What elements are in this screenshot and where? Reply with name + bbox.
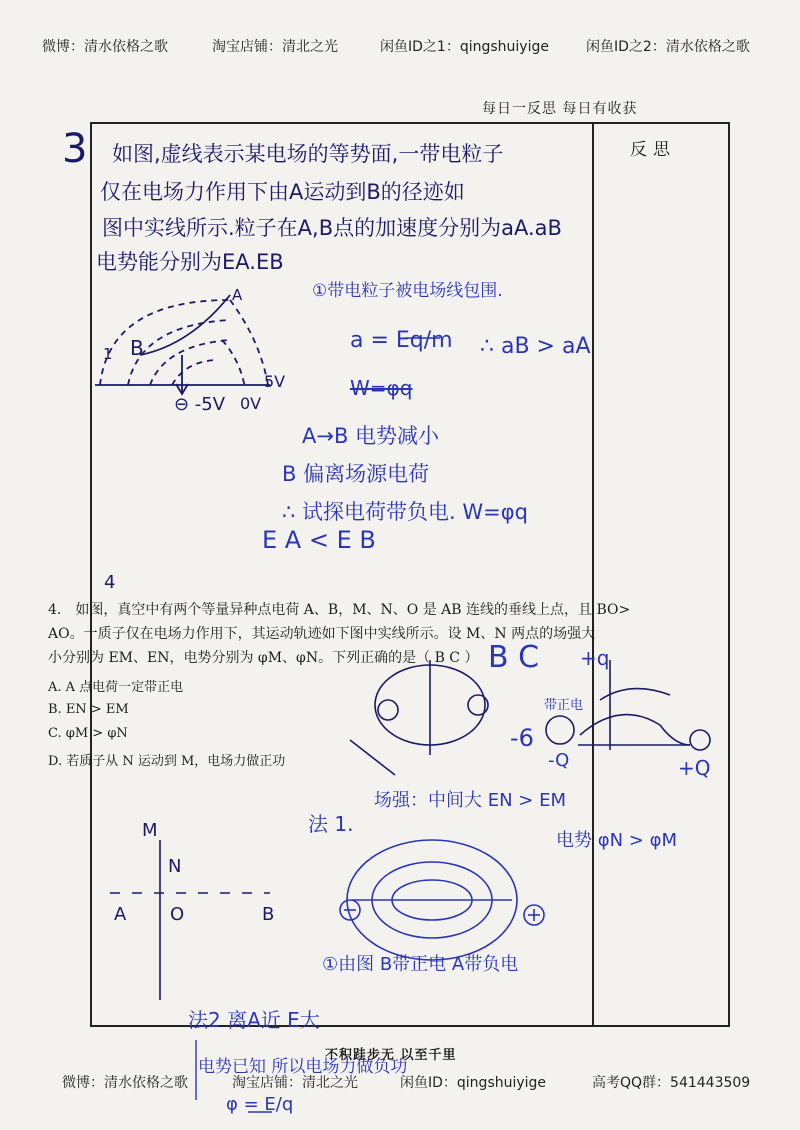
header-xianyu2: 闲鱼ID之2：清水依格之歌 <box>586 39 750 55</box>
footer-qq: 高考QQ群：541443509 <box>592 1075 751 1091</box>
bottom-motto: 不积跬步无 以至千里 <box>325 1048 457 1063</box>
q4-side-note: 带正电 <box>544 698 584 713</box>
q3-trajectory <box>140 295 230 355</box>
footer-xianyu: 闲鱼ID：qingshuiyige <box>400 1075 547 1091</box>
q3-note-5: A→B 电势减小 <box>302 424 440 448</box>
q4-handwritten-number: 4 <box>104 572 116 593</box>
q4-line2: AO。一质子仅在电场力作用下，其运动轨迹如下图中实线所示。设 M、N 两点的场强大 <box>48 626 596 642</box>
q4-method2-bracket <box>196 1040 272 1112</box>
q4-option-a: A. A 点电荷一定带正电 <box>48 680 184 695</box>
q3-diagram-neg: ⊖ -5V <box>174 394 226 415</box>
q4-diag-b: B <box>262 904 275 925</box>
q4-option-d: D. 若质子从 N 运动到 M，电场力做正功 <box>48 754 286 769</box>
q4-printed-figure <box>350 660 488 775</box>
q3-note-8: E A < E B <box>262 526 376 554</box>
q3-diagram-0v: 0V <box>240 394 262 413</box>
q4-field-note: 场强：中间大 EN > EM <box>374 790 566 811</box>
q3-number: 3 <box>62 126 88 172</box>
q4-minus-q: -Q <box>548 750 570 771</box>
q4-right-figure <box>546 660 710 750</box>
q4-line1: 4. 如图，真空中有两个等量异种点电荷 A、B，M、N、O 是 AB 连线的垂线上点，且 BO> <box>48 602 631 618</box>
q4-diag-m: M <box>142 820 158 841</box>
header-taobao: 淘宝店铺：清北之光 <box>212 39 338 55</box>
q3-diagram-5v: 5V <box>264 372 286 391</box>
q4-answer: B C <box>488 640 540 675</box>
q3-line3: 图中实线所示.粒子在A,B点的加速度分别为aA.aB <box>102 216 562 240</box>
q3-line2: 仅在电场力作用下由A运动到B的径迹如 <box>100 180 465 204</box>
header-xianyu1: 闲鱼ID之1：qingshuiyige <box>380 39 549 55</box>
q4-plus-Q: +Q <box>678 756 711 780</box>
footer-taobao: 淘宝店铺：清北之光 <box>232 1075 358 1091</box>
q3-line1: 如图,虚线表示某电场的等势面,一带电粒子 <box>112 142 504 166</box>
q4-option-b: B. EN > EM <box>48 702 129 717</box>
q4-method2-c: φ = E/q <box>226 1094 294 1115</box>
q3-diagram-1: 1 <box>103 345 113 363</box>
reflection-title: 反思 <box>630 140 676 160</box>
q4-diag-n: N <box>168 856 182 877</box>
header-weibo: 微博：清水依格之歌 <box>42 39 168 55</box>
q4-method2-a: 法2 离A近 E大 <box>188 1008 320 1032</box>
q4-line3: 小分别为 EM、EN，电势分别为 φM、φN。下列正确的是（ B C ） <box>48 650 479 666</box>
q3-note-3: ∴ aB > aA <box>480 334 591 359</box>
q3-note-7: ∴ 试探电荷带负电. W=φq <box>282 500 528 524</box>
q4-method2-b: 电势已知 所以电场力做负功 <box>198 1057 408 1077</box>
q4-left-axis-sketch <box>110 840 270 1000</box>
q3-equipotential-sketch <box>95 295 270 394</box>
q4-option-c: C. φM > φN <box>48 726 128 741</box>
q3-note-1: ①带电粒子被电场线包围. <box>312 281 503 301</box>
q4-potential-note: 电势 φN > φM <box>556 830 677 851</box>
footer-weibo: 微博：清水依格之歌 <box>62 1075 188 1091</box>
q4-field-lines-sketch <box>340 840 544 960</box>
motto: 每日一反思 每日有收获 <box>482 101 638 117</box>
q4-method1-label: ①由图 B带正电 A带负电 <box>322 954 519 975</box>
q3-note-6: B 偏离场源电荷 <box>282 462 430 486</box>
q4-diag-a: A <box>114 904 127 925</box>
q4-plus-q: +q <box>580 646 610 670</box>
q3-line4: 电势能分别为EA.EB <box>96 250 284 274</box>
q3-diagram-a: A <box>232 286 243 304</box>
q3-note-2: a = Eq/m <box>350 328 453 353</box>
q4-neg-six: -6 <box>510 724 534 752</box>
q3-diagram-b: B <box>130 336 144 360</box>
q4-diag-o: O <box>170 904 185 925</box>
q3-note-4: W=φq <box>350 376 413 400</box>
q4-method1: 法 1. <box>308 812 354 836</box>
